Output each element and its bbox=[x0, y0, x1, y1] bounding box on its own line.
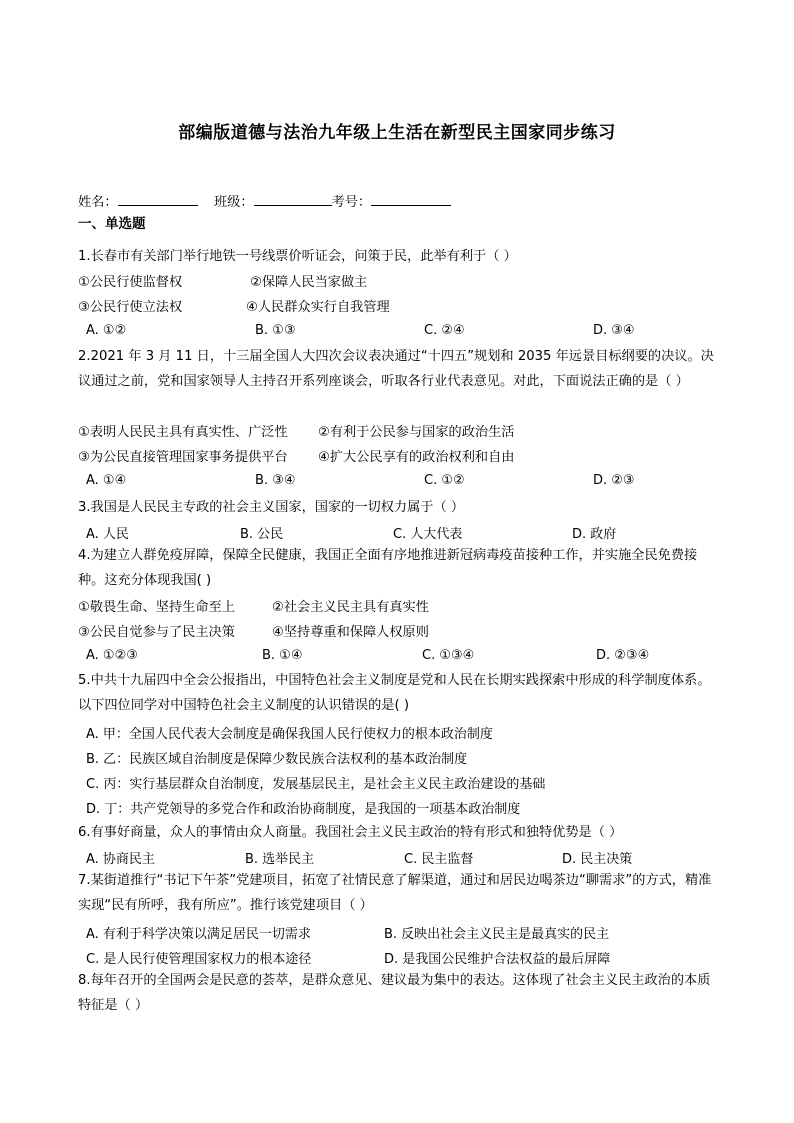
question-2-item: ②有利于公民参与国家的政治生活 bbox=[318, 425, 515, 440]
question-4-item: ②社会主义民主具有真实性 bbox=[272, 600, 429, 615]
class-label: 班级： bbox=[213, 195, 254, 210]
section-heading: 一、单选题 bbox=[78, 216, 146, 232]
question-7-option-a[interactable]: A. 有利于科学决策以满足居民一切需求 bbox=[86, 927, 311, 942]
question-2-option-d[interactable]: D. ②③ bbox=[593, 473, 635, 488]
question-7-option-d[interactable]: D. 是我国公民维护合法权益的最后屏障 bbox=[384, 952, 611, 967]
question-7-stem: 7.某街道推行“书记下午茶”党建项目，拓宽了社情民意了解渠道，通过和居民边喝茶边“聊需求”的方式，精准实现“民有所呼，我有所应”。推行该党建项目（ ） bbox=[78, 873, 712, 913]
question-2-option-a[interactable]: A. ①④ bbox=[86, 473, 127, 488]
question-2-option-c[interactable]: C. ①② bbox=[424, 473, 465, 488]
question-2-item: ④扩大公民享有的政治权利和自由 bbox=[318, 450, 515, 465]
question-6-stem: 6.有事好商量，众人的事情由众人商量。我国社会主义民主政治的特有形式和独特优势是（ ） bbox=[78, 825, 623, 840]
question-2-item: ③为公民直接管理国家事务提供平台 bbox=[78, 450, 288, 465]
name-blank[interactable] bbox=[118, 193, 198, 206]
question-6-option-b[interactable]: B. 选举民主 bbox=[245, 852, 315, 867]
question-8-stem: 8.每年召开的全国两会是民意的荟萃，是群众意见、建议最为集中的表达。这体现了社会主义民主政治的本质特征是（ ） bbox=[78, 973, 711, 1013]
question-7-option-b[interactable]: B. 反映出社会主义民主是最真实的民主 bbox=[384, 927, 610, 942]
question-1-option-a[interactable]: A. ①② bbox=[86, 323, 127, 338]
question-2-item: ①表明人民民主具有真实性、广泛性 bbox=[78, 425, 288, 440]
question-4-option-a[interactable]: A. ①②③ bbox=[86, 648, 138, 663]
question-3-option-b[interactable]: B. 公民 bbox=[240, 527, 284, 542]
question-1-item: ③公民行使立法权 bbox=[78, 300, 183, 315]
question-1-item: ②保障人民当家做主 bbox=[250, 275, 368, 290]
question-1-stem: 1.长春市有关部门举行地铁一号线票价听证会，问策于民，此举有利于（ ） bbox=[78, 249, 517, 264]
question-4-option-d[interactable]: D. ②③④ bbox=[596, 648, 650, 663]
question-2-option-b[interactable]: B. ③④ bbox=[255, 473, 296, 488]
question-6-option-c[interactable]: C. 民主监督 bbox=[404, 852, 474, 867]
question-5-option-c[interactable]: C. 丙：实行基层群众自治制度，发展基层民主，是社会主义民主政治建设的基础 bbox=[86, 777, 546, 792]
class-blank[interactable] bbox=[254, 193, 332, 206]
question-3-stem: 3.我国是人民民主专政的社会主义国家，国家的一切权力属于（ ） bbox=[78, 500, 465, 515]
question-6-option-a[interactable]: A. 协商民主 bbox=[86, 852, 155, 867]
question-4-item: ①敬畏生命、坚持生命至上 bbox=[78, 600, 235, 615]
question-5-option-b[interactable]: B. 乙：民族区域自治制度是保障少数民族合法权利的基本政治制度 bbox=[86, 752, 468, 767]
question-1-option-d[interactable]: D. ③④ bbox=[593, 323, 635, 338]
question-4-option-c[interactable]: C. ①③④ bbox=[422, 648, 475, 663]
question-4-item: ③公民自觉参与了民主决策 bbox=[78, 625, 235, 640]
question-2-stem: 2.2021 年 3 月 11 日，十三届全国人大四次会议表决通过“十四五”规划和 2035 年远景目标纲要的决议。决议通过之前，党和国家领导人主持召开系列座谈会，听取各行业代表意见。对此，下面说法正确的是（ ） bbox=[78, 349, 714, 389]
question-1-option-b[interactable]: B. ①③ bbox=[255, 323, 296, 338]
question-7-option-c[interactable]: C. 是人民行使管理国家权力的根本途径 bbox=[86, 952, 312, 967]
question-4-item: ④坚持尊重和保障人权原则 bbox=[272, 625, 429, 640]
question-4-option-b[interactable]: B. ①④ bbox=[262, 648, 303, 663]
question-6-option-d[interactable]: D. 民主决策 bbox=[562, 852, 633, 867]
question-1-item: ④人民群众实行自我管理 bbox=[246, 300, 390, 315]
question-5-option-a[interactable]: A. 甲：全国人民代表大会制度是确保我国人民行使权力的根本政治制度 bbox=[86, 727, 493, 742]
name-label: 姓名： bbox=[78, 195, 118, 210]
question-4-stem: 4.为建立人群免疫屏障，保障全民健康，我国正全面有序地推进新冠病毒疫苗接种工作，并实施全民免费接种。这充分体现我国( ) bbox=[78, 548, 698, 588]
question-3-option-d[interactable]: D. 政府 bbox=[572, 527, 617, 542]
page-title: 部编版道德与法治九年级上生活在新型民主国家同步练习 bbox=[178, 123, 616, 143]
student-info-row bbox=[78, 193, 451, 212]
question-3-option-a[interactable]: A. 人民 bbox=[86, 527, 129, 542]
question-1-option-c[interactable]: C. ②④ bbox=[424, 323, 465, 338]
question-1-item: ①公民行使监督权 bbox=[78, 275, 183, 290]
question-3-option-c[interactable]: C. 人大代表 bbox=[393, 527, 463, 542]
question-5-option-d[interactable]: D. 丁：共产党领导的多党合作和政治协商制度，是我国的一项基本政治制度 bbox=[86, 802, 521, 817]
exam-number-label: 考号： bbox=[331, 195, 372, 210]
question-5-stem: 5.中共十九届四中全会公报指出，中国特色社会主义制度是党和人民在长期实践探索中形成的科学制度体系。以下四位同学对中国特色社会主义制度的认识错误的是( ) bbox=[78, 673, 711, 713]
exam-number-blank[interactable] bbox=[371, 193, 451, 206]
